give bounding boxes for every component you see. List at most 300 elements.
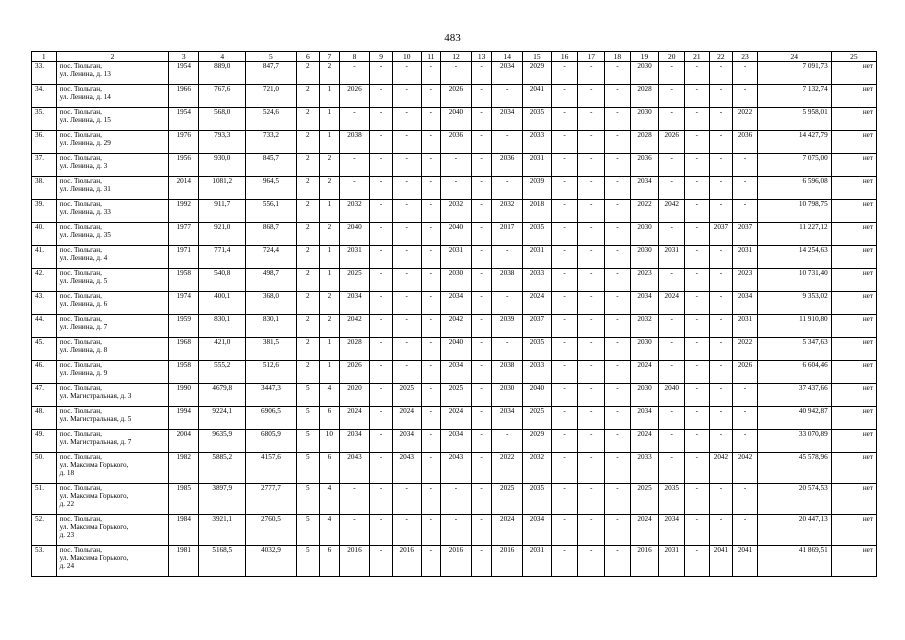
table-cell: 2039	[492, 315, 523, 338]
table-cell: 2040	[441, 108, 472, 131]
table-cell: -	[392, 223, 421, 246]
address-cell: пос. Тюльган, ул. Максима Горького, д. 24	[56, 546, 169, 577]
address-cell: пос. Тюльган, ул. Максима Горького, д. 22	[56, 484, 169, 515]
table-cell: 2024	[523, 292, 552, 315]
table-cell: 964,5	[246, 177, 296, 200]
table-cell: 1982	[169, 453, 199, 484]
table-row	[32, 177, 877, 200]
table-cell: 6 596,08	[757, 177, 831, 200]
table-cell: 2034	[441, 361, 472, 384]
table-cell: 6	[320, 546, 339, 577]
table-cell: -	[709, 361, 733, 384]
table-cell: -	[578, 85, 605, 108]
table-cell: -	[471, 108, 492, 131]
table-cell: 767,6	[199, 85, 246, 108]
table-cell: -	[441, 484, 472, 515]
table-cell: 10	[320, 430, 339, 453]
table-cell: 1	[320, 246, 339, 269]
address-cell: пос. Тюльган, ул. Ленина, д. 13	[56, 62, 169, 85]
table-cell: -	[578, 269, 605, 292]
table-cell: -	[339, 108, 370, 131]
table-row	[32, 315, 877, 338]
table-cell: 2030	[441, 269, 472, 292]
table-cell: 2029	[523, 62, 552, 85]
table-cell: 5	[296, 484, 320, 515]
table-cell: -	[578, 131, 605, 154]
table-cell: 7 132,74	[757, 85, 831, 108]
table-cell: 4	[320, 384, 339, 407]
table-cell: 5 958,01	[757, 108, 831, 131]
table-cell: 35.	[32, 108, 57, 131]
table-row	[32, 223, 877, 246]
table-cell: -	[578, 200, 605, 223]
table-cell: 50.	[32, 453, 57, 484]
column-number-cell: 22	[709, 52, 733, 62]
table-cell: 524,6	[246, 108, 296, 131]
table-cell: 1992	[169, 200, 199, 223]
table-cell: -	[392, 484, 421, 515]
table-cell: -	[578, 430, 605, 453]
table-cell: нет	[831, 131, 876, 154]
table-cell: 2024	[492, 515, 523, 546]
table-cell: 2040	[441, 223, 472, 246]
table-row	[32, 384, 877, 407]
table-cell: 44.	[32, 315, 57, 338]
table-cell: 2024	[630, 515, 659, 546]
table-cell: 6906,5	[246, 407, 296, 430]
table-cell: 4032,9	[246, 546, 296, 577]
table-cell: -	[421, 361, 440, 384]
table-cell: 2034	[339, 292, 370, 315]
table-cell: 2034	[630, 177, 659, 200]
table-cell: -	[733, 484, 758, 515]
table-cell: -	[370, 246, 393, 269]
table-cell: -	[551, 484, 578, 515]
table-cell: 2043	[392, 453, 421, 484]
table-cell: -	[339, 177, 370, 200]
table-cell: 2033	[630, 453, 659, 484]
address-cell: пос. Тюльган, ул. Ленина, д. 8	[56, 338, 169, 361]
table-cell: 724,4	[246, 246, 296, 269]
table-cell: -	[659, 269, 685, 292]
table-cell: -	[578, 246, 605, 269]
table-cell: 2041	[523, 85, 552, 108]
table-cell: 43.	[32, 292, 57, 315]
table-cell: 2	[296, 108, 320, 131]
table-cell: нет	[831, 546, 876, 577]
table-cell: -	[492, 85, 523, 108]
table-cell: 6 604,46	[757, 361, 831, 384]
table-cell: нет	[831, 338, 876, 361]
table-cell: 34.	[32, 85, 57, 108]
table-cell: 2028	[630, 85, 659, 108]
table-cell: -	[709, 338, 733, 361]
table-cell: 771,4	[199, 246, 246, 269]
table-cell: 2	[296, 200, 320, 223]
table-cell: 2016	[630, 546, 659, 577]
table-cell: -	[392, 515, 421, 546]
column-number-cell: 5	[246, 52, 296, 62]
table-cell: 1959	[169, 315, 199, 338]
table-cell: -	[339, 154, 370, 177]
table-cell: 52.	[32, 515, 57, 546]
table-cell: 2	[296, 177, 320, 200]
table-cell: 2030	[630, 223, 659, 246]
table-cell: 2035	[659, 484, 685, 515]
table-cell: 1	[320, 361, 339, 384]
table-cell: -	[471, 315, 492, 338]
table-cell: 37.	[32, 154, 57, 177]
table-cell: нет	[831, 269, 876, 292]
table-cell: 9635,9	[199, 430, 246, 453]
column-number-cell: 14	[492, 52, 523, 62]
table-cell: 2023	[630, 269, 659, 292]
column-number-cell: 16	[551, 52, 578, 62]
column-number-cell: 11	[421, 52, 440, 62]
table-cell: 1990	[169, 384, 199, 407]
table-cell: 2004	[169, 430, 199, 453]
table-cell: 1994	[169, 407, 199, 430]
table-cell: 5	[296, 546, 320, 577]
table-cell: -	[605, 108, 631, 131]
table-cell: -	[421, 154, 440, 177]
table-cell: -	[733, 384, 758, 407]
table-cell: 1	[320, 108, 339, 131]
table-cell: 930,0	[199, 154, 246, 177]
table-cell: 2031	[659, 546, 685, 577]
table-cell: 830,1	[246, 315, 296, 338]
table-cell: 2034	[492, 108, 523, 131]
address-cell: пос. Тюльган, ул. Ленина, д. 7	[56, 315, 169, 338]
column-number-row	[32, 52, 877, 62]
table-cell: -	[392, 338, 421, 361]
table-cell: нет	[831, 361, 876, 384]
table-cell: -	[659, 62, 685, 85]
table-cell: -	[421, 200, 440, 223]
table-cell: 1974	[169, 292, 199, 315]
table-cell: -	[441, 62, 472, 85]
table-cell: 2	[296, 85, 320, 108]
table-cell: -	[441, 515, 472, 546]
table-cell: -	[551, 85, 578, 108]
table-cell: 2034	[492, 62, 523, 85]
table-cell: нет	[831, 223, 876, 246]
table-cell: -	[471, 546, 492, 577]
address-cell: пос. Тюльган, ул. Максима Горького, д. 18	[56, 453, 169, 484]
table-cell: 421,0	[199, 338, 246, 361]
table-cell: 9 353,02	[757, 292, 831, 315]
table-cell: 2033	[523, 131, 552, 154]
table-cell: -	[605, 177, 631, 200]
column-number-cell: 23	[733, 52, 758, 62]
table-cell: 2022	[492, 453, 523, 484]
table-cell: -	[659, 453, 685, 484]
table-row	[32, 338, 877, 361]
table-cell: -	[421, 515, 440, 546]
table-cell: -	[370, 338, 393, 361]
table-cell: 5885,2	[199, 453, 246, 484]
table-cell: -	[421, 246, 440, 269]
table-cell: нет	[831, 430, 876, 453]
table-cell: 2042	[441, 315, 472, 338]
table-cell: 2014	[169, 177, 199, 200]
table-cell: 2	[320, 177, 339, 200]
table-cell: -	[709, 515, 733, 546]
table-cell: 2030	[492, 384, 523, 407]
column-number-cell: 15	[523, 52, 552, 62]
table-cell: 921,0	[199, 223, 246, 246]
table-cell: 2022	[733, 338, 758, 361]
table-cell: -	[370, 223, 393, 246]
table-cell: -	[605, 453, 631, 484]
table-cell: -	[421, 484, 440, 515]
table-cell: 2034	[339, 430, 370, 453]
table-cell: -	[605, 246, 631, 269]
table-cell: 2034	[523, 515, 552, 546]
table-cell: 911,7	[199, 200, 246, 223]
table-cell: 2042	[339, 315, 370, 338]
table-cell: 2026	[733, 361, 758, 384]
table-cell: 1971	[169, 246, 199, 269]
table-cell: 1981	[169, 546, 199, 577]
address-cell: пос. Тюльган, ул. Ленина, д. 5	[56, 269, 169, 292]
table-cell: -	[578, 453, 605, 484]
table-cell: 2029	[523, 430, 552, 453]
table-cell: -	[551, 546, 578, 577]
table-cell: -	[685, 292, 710, 315]
table-cell: -	[392, 246, 421, 269]
table-cell: -	[685, 108, 710, 131]
column-number-cell: 1	[32, 52, 57, 62]
table-cell: -	[471, 338, 492, 361]
table-cell: 45.	[32, 338, 57, 361]
table-cell: 2016	[441, 546, 472, 577]
table-cell: -	[421, 223, 440, 246]
table-cell: 556,1	[246, 200, 296, 223]
table-cell: -	[605, 430, 631, 453]
column-number-cell: 12	[441, 52, 472, 62]
table-row	[32, 430, 877, 453]
table-cell: -	[709, 484, 733, 515]
table-cell: 2016	[392, 546, 421, 577]
table-cell: 2040	[339, 223, 370, 246]
table-cell: 20 447,13	[757, 515, 831, 546]
table-row	[32, 131, 877, 154]
table-cell: 2025	[630, 484, 659, 515]
address-cell: пос. Тюльган, ул. Максима Горького, д. 23	[56, 515, 169, 546]
table-cell: -	[659, 223, 685, 246]
table-cell: 2031	[441, 246, 472, 269]
table-cell: 7 091,73	[757, 62, 831, 85]
table-row	[32, 269, 877, 292]
table-cell: 1956	[169, 154, 199, 177]
table-cell: -	[471, 361, 492, 384]
table-cell: -	[578, 384, 605, 407]
table-cell: 2034	[441, 292, 472, 315]
table-cell: -	[492, 292, 523, 315]
table-cell: 4	[320, 515, 339, 546]
table-cell: -	[492, 338, 523, 361]
table-cell: 845,7	[246, 154, 296, 177]
table-cell: 512,6	[246, 361, 296, 384]
table-cell: 2031	[659, 246, 685, 269]
table-cell: 2034	[733, 292, 758, 315]
table-cell: -	[551, 177, 578, 200]
table-cell: 2026	[659, 131, 685, 154]
table-cell: -	[578, 108, 605, 131]
table-cell: 2033	[523, 269, 552, 292]
table-cell: 2028	[339, 338, 370, 361]
table-cell: -	[370, 177, 393, 200]
table-cell: 2031	[339, 246, 370, 269]
table-cell: -	[492, 430, 523, 453]
table-cell: -	[605, 154, 631, 177]
table-cell: 498,7	[246, 269, 296, 292]
table-cell: 400,1	[199, 292, 246, 315]
table-cell: 1081,2	[199, 177, 246, 200]
column-number-cell: 18	[605, 52, 631, 62]
table-cell: 2033	[523, 361, 552, 384]
table-cell: -	[605, 484, 631, 515]
table-cell: -	[392, 154, 421, 177]
table-cell: 1984	[169, 515, 199, 546]
table-cell: 41.	[32, 246, 57, 269]
table-cell: нет	[831, 62, 876, 85]
table-cell: 4679,8	[199, 384, 246, 407]
table-cell: 10 731,40	[757, 269, 831, 292]
table-cell: -	[441, 154, 472, 177]
column-number-cell: 8	[339, 52, 370, 62]
table-cell: -	[471, 292, 492, 315]
table-cell: 889,0	[199, 62, 246, 85]
address-cell: пос. Тюльган, ул. Ленина, д. 35	[56, 223, 169, 246]
table-cell: 1	[320, 269, 339, 292]
table-cell: 2043	[339, 453, 370, 484]
table-cell: -	[392, 200, 421, 223]
table-cell: -	[685, 154, 710, 177]
table-cell: 2039	[523, 177, 552, 200]
table-cell: -	[578, 223, 605, 246]
table-cell: 6805,9	[246, 430, 296, 453]
table-cell: 2037	[523, 315, 552, 338]
table-cell: -	[392, 361, 421, 384]
table-cell: -	[709, 315, 733, 338]
table-row	[32, 62, 877, 85]
table-cell: -	[471, 62, 492, 85]
table-cell: 3897,9	[199, 484, 246, 515]
table-cell: -	[471, 407, 492, 430]
table-cell: 42.	[32, 269, 57, 292]
table-cell: -	[733, 85, 758, 108]
table-cell: 2	[296, 223, 320, 246]
table-cell: 2	[296, 131, 320, 154]
column-number-cell: 9	[370, 52, 393, 62]
table-cell: 2034	[441, 430, 472, 453]
table-cell: -	[659, 361, 685, 384]
table-cell: -	[605, 223, 631, 246]
table-cell: 847,7	[246, 62, 296, 85]
table-cell: 2024	[630, 430, 659, 453]
table-row	[32, 246, 877, 269]
table-cell: -	[659, 407, 685, 430]
table-cell: нет	[831, 315, 876, 338]
table-cell: -	[685, 484, 710, 515]
table-cell: -	[685, 515, 710, 546]
table-cell: 2025	[441, 384, 472, 407]
table-cell: 49.	[32, 430, 57, 453]
table-cell: -	[578, 62, 605, 85]
table-cell: -	[551, 384, 578, 407]
table-cell: -	[370, 515, 393, 546]
table-cell: -	[578, 292, 605, 315]
table-cell: 2022	[733, 108, 758, 131]
table-cell: 2042	[659, 200, 685, 223]
table-cell: 5	[296, 453, 320, 484]
table-cell: 4157,6	[246, 453, 296, 484]
table-cell: 3921,1	[199, 515, 246, 546]
table-cell: 2034	[392, 430, 421, 453]
column-number-cell: 24	[757, 52, 831, 62]
table-cell: 1968	[169, 338, 199, 361]
table-cell: -	[659, 177, 685, 200]
table-cell: -	[685, 246, 710, 269]
table-cell: 2024	[339, 407, 370, 430]
table-cell: -	[370, 407, 393, 430]
table-cell: 2038	[492, 269, 523, 292]
table-cell: 51.	[32, 484, 57, 515]
table-cell: -	[605, 338, 631, 361]
table-cell: 48.	[32, 407, 57, 430]
table-cell: -	[421, 269, 440, 292]
table-cell: -	[709, 292, 733, 315]
table-cell: 830,1	[199, 315, 246, 338]
table-cell: 2030	[630, 108, 659, 131]
table-cell: 1958	[169, 361, 199, 384]
table-row	[32, 407, 877, 430]
table-row	[32, 484, 877, 515]
table-cell: 2031	[733, 315, 758, 338]
table-cell: нет	[831, 384, 876, 407]
table-cell: 2030	[630, 246, 659, 269]
table-cell: 14 254,63	[757, 246, 831, 269]
table-cell: -	[709, 246, 733, 269]
table-cell: нет	[831, 484, 876, 515]
column-number-cell: 21	[685, 52, 710, 62]
table-cell: нет	[831, 200, 876, 223]
table-cell: 4	[320, 484, 339, 515]
table-cell: 45 578,96	[757, 453, 831, 484]
table-cell: -	[685, 430, 710, 453]
table-cell: 36.	[32, 131, 57, 154]
address-cell: пос. Тюльган, ул. Магистральная, д. 7	[56, 430, 169, 453]
table-cell: 2040	[523, 384, 552, 407]
table-cell: -	[709, 62, 733, 85]
table-cell: -	[733, 430, 758, 453]
table-cell: 2	[320, 315, 339, 338]
table-cell: 11 227,12	[757, 223, 831, 246]
table-cell: 381,5	[246, 338, 296, 361]
table-cell: -	[392, 131, 421, 154]
table-cell: 5	[296, 407, 320, 430]
address-cell: пос. Тюльган, ул. Ленина, д. 29	[56, 131, 169, 154]
table-cell: 2035	[523, 338, 552, 361]
table-cell: 2032	[339, 200, 370, 223]
table-cell: 2020	[339, 384, 370, 407]
table-cell: 53.	[32, 546, 57, 577]
table-row	[32, 361, 877, 384]
table-cell: -	[392, 292, 421, 315]
page-number: 483	[444, 32, 461, 44]
